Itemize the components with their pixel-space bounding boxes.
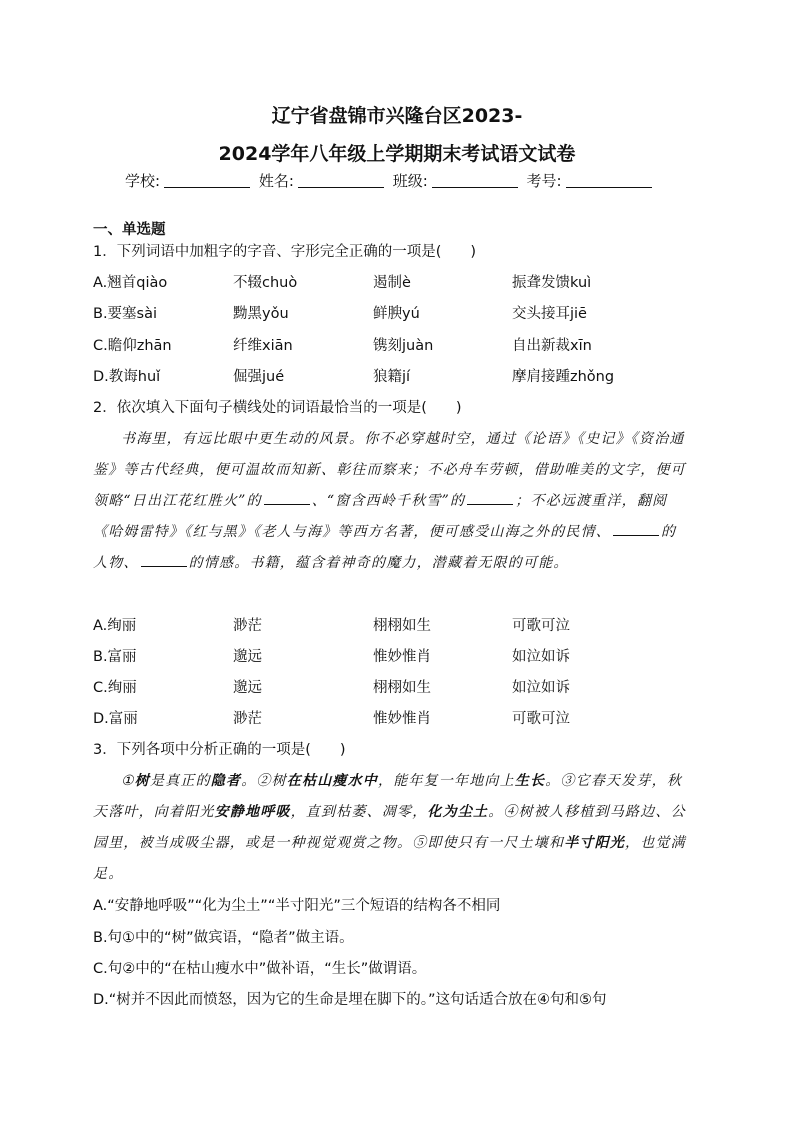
q1-option-b-word2: 黝黑yǒu	[233, 306, 289, 322]
q1-option-c: C.瞻仰zhān	[93, 338, 172, 354]
q2-option-d-word3: 惟妙惟肖	[373, 711, 431, 727]
q3-bold-text: 生长	[514, 773, 546, 789]
q3-option-d: D.“树并不因此而愤怒，因为它的生命是埋在脚下的。”这句话适合放在④句和⑤句	[93, 992, 607, 1008]
q3-bold-text: 在枯山瘦水中	[286, 773, 378, 789]
q3-option-a: A.“安静地呼吸”“化为尘土”“半寸阳光”三个短语的结构各不相同	[93, 898, 501, 914]
q3-bold-text: 化为尘土	[427, 804, 489, 820]
q2-blank-4	[141, 554, 187, 567]
q2-option-c-word3: 栩栩如生	[373, 680, 431, 696]
q3-passage-text: ，也觉满足。	[93, 835, 686, 882]
name-blank	[298, 173, 384, 188]
q3-bold-text: 安静地呼吸	[214, 804, 291, 820]
q2-option-c: C.绚丽	[93, 680, 137, 696]
q1-option-c-word2: 纤维xiān	[233, 338, 293, 354]
q3-passage-text: 是真正的	[149, 773, 211, 789]
exam-number-blank	[566, 173, 652, 188]
class-label: 班级:	[392, 172, 428, 190]
q1-option-a-word4: 振聋发馈kuì	[512, 275, 592, 291]
q3-option-c: C.句②中的“在枯山瘦水中”做补语，“生长”做谓语。	[93, 961, 427, 977]
school-label: 学校:	[125, 172, 161, 190]
q2-blank-3	[613, 523, 659, 536]
q3-passage-text: ，直到枯萎、凋零，	[290, 804, 428, 820]
q2-option-c-word2: 邈远	[233, 680, 262, 696]
q3-bold-text: 树	[134, 773, 150, 789]
q2-option-b-word3: 惟妙惟肖	[373, 649, 431, 665]
q3-bold-text: 半寸阳光	[564, 835, 626, 851]
q2-option-d-word4: 可歌可泣	[512, 711, 570, 727]
q2-option-d: D.富丽	[93, 711, 138, 727]
q2-option-c-word4: 如泣如诉	[512, 680, 570, 696]
q1-option-c-word3: 镌刻juàn	[373, 338, 434, 354]
exam-title-line1: 辽宁省盘锦市兴隆台区2023-	[271, 105, 523, 127]
q2-passage	[93, 424, 687, 579]
q1-option-b-word3: 鲜腴yú	[373, 306, 420, 322]
q2-passage-text: 、“窗含西岭千秋雪”的	[311, 493, 466, 509]
q2-option-a-word2: 渺茫	[233, 618, 262, 634]
q1-option-d: D.教诲huǐ	[93, 369, 161, 385]
q3-bold-text: 隐者	[210, 773, 242, 789]
student-info-row	[125, 170, 656, 191]
q3-passage-text: ，能年复一年地向上	[378, 773, 515, 789]
exam-title-line2: 2024学年八年级上学期期末考试语文试卷	[218, 143, 576, 165]
q2-blank-2	[467, 492, 513, 505]
q1-option-d-word3: 狼籍jí	[373, 369, 411, 385]
q3-passage-text: ①	[121, 773, 135, 789]
class-blank	[432, 173, 518, 188]
q1-option-b-word4: 交头接耳jiē	[512, 306, 587, 322]
q1-option-d-word4: 摩肩接踵zhǒng	[512, 369, 615, 385]
q1-option-a: A.翘首qiào	[93, 275, 168, 291]
q3-stem: 3．下列各项中分析正确的一项是( )	[93, 742, 346, 758]
q2-passage-text: ；不必远渡重洋，翻阅《哈姆雷特》《红与黑》《老人与海》等西方名著，便可感受山海之外的民情、	[93, 493, 668, 540]
school-blank	[164, 173, 250, 188]
q2-option-b-word4: 如泣如诉	[512, 649, 570, 665]
q2-option-a-word3: 栩栩如生	[373, 618, 431, 634]
q1-option-a-word2: 不辍chuò	[233, 275, 298, 291]
name-label: 姓名:	[258, 172, 294, 190]
q2-option-b-word2: 邈远	[233, 649, 262, 665]
q1-stem: 1．下列词语中加粗字的字音、字形完全正确的一项是( )	[93, 244, 477, 260]
q1-option-a-word3: 遏制è	[373, 275, 411, 291]
q3-passage-text: 。②树	[241, 773, 287, 789]
q3-passage-text: 。④树被人移植到马路边、公园里，被当成吸尘器，或是一种视觉观赏之物。⑤即使只有一尺土壤和	[93, 804, 686, 851]
q2-stem: 2．依次填入下面句子横线处的词语最恰当的一项是( )	[93, 400, 462, 416]
q3-option-b: B.句①中的“树”做宾语，“隐者”做主语。	[93, 930, 354, 946]
q2-passage-text: 的人物、	[93, 524, 677, 571]
q2-passage-text: 书海里，有远比眼中更生动的风景。你不必穿越时空，通过《论语》《史记》《资治通鉴》等古代经典，便可温故而知新、彰往而察来；不必舟车劳顿，借助唯美的文字，便可领略“日出江花红胜火”的	[93, 431, 686, 509]
exam-number-label: 考号:	[526, 172, 562, 190]
q2-blank-1	[264, 492, 310, 505]
q2-passage-text: 的情感。书籍，蕴含着神奇的魔力，潜藏着无限的可能。	[188, 555, 569, 571]
q3-passage-text: 。③它春天发芽，秋天落叶，向着阳光	[93, 773, 683, 820]
q1-option-b: B.要塞sài	[93, 306, 158, 322]
q2-option-a: A.绚丽	[93, 618, 137, 634]
q2-option-d-word2: 渺茫	[233, 711, 262, 727]
q1-option-d-word2: 倔强jué	[233, 369, 285, 385]
q2-option-a-word4: 可歌可泣	[512, 618, 570, 634]
q3-passage	[93, 766, 687, 890]
q2-option-b: B.富丽	[93, 649, 137, 665]
section-heading: 一、单选题	[93, 222, 166, 238]
q1-option-c-word4: 自出新裁xīn	[512, 338, 592, 354]
